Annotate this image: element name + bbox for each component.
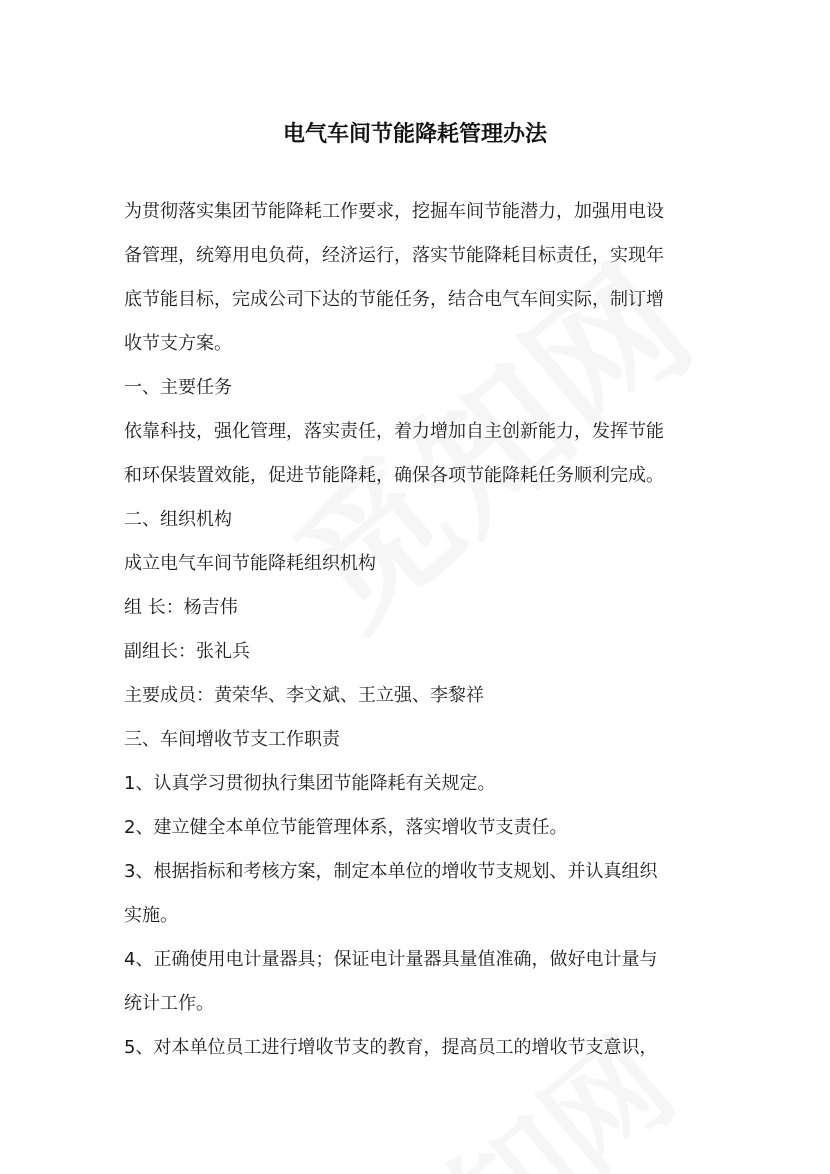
team-leader (124, 586, 714, 630)
paragraph-line: 3、根据指标和考核方案，制定本单位的增收节支规划、并认真组织 (124, 861, 658, 882)
paragraph-line: 1、认真学习贯彻执行集团节能降耗有关规定。 (124, 773, 496, 794)
paragraph-line: 组 长：杨吉伟 (124, 597, 238, 618)
paragraph-line: 依靠科技，强化管理，落实责任，着力增加自主创新能力，发挥节能 (124, 421, 664, 442)
paragraph-line: 为贯彻落实集团节能降耗工作要求，挖掘车间节能潜力，加强用电设 (124, 201, 664, 222)
organization-intro (124, 542, 714, 586)
paragraph-line: 统计工作。 (124, 993, 214, 1014)
document-body (124, 190, 714, 1070)
duty-item-5 (124, 1026, 714, 1070)
duty-item-1 (124, 762, 714, 806)
document-title: 电气车间节能降耗管理办法 (282, 122, 547, 147)
paragraph-line: 底节能目标，完成公司下达的节能任务，结合电气车间实际，制订增 (124, 289, 664, 310)
section-heading-main-tasks (124, 366, 714, 410)
section-heading: 二、组织机构 (124, 509, 232, 530)
intro-paragraph (124, 190, 714, 366)
paragraph-line: 备管理，统筹用电负荷，经济运行，落实节能降耗目标责任，实现年 (124, 245, 664, 266)
paragraph-line: 副组长：张礼兵 (124, 641, 250, 662)
paragraph-line: 实施。 (124, 905, 178, 926)
paragraph-line: 4、正确使用电计量器具；保证电计量器具量值准确，做好电计量与 (124, 949, 658, 970)
duty-item-3 (124, 850, 714, 938)
section-heading-duties (124, 718, 714, 762)
main-members (124, 674, 714, 718)
paragraph-line: 5、对本单位员工进行增收节支的教育，提高员工的增收节支意识， (124, 1037, 658, 1058)
duty-item-4 (124, 938, 714, 1026)
section-heading: 三、车间增收节支工作职责 (124, 729, 340, 750)
paragraph-line: 成立电气车间节能降耗组织机构 (124, 553, 376, 574)
paragraph-line: 收节支方案。 (124, 333, 232, 354)
paragraph-line: 2、建立健全本单位节能管理体系，落实增收节支责任。 (124, 817, 568, 838)
paragraph-line: 和环保装置效能，促进节能降耗，确保各项节能降耗任务顺利完成。 (124, 465, 664, 486)
paragraph-line: 主要成员：黄荣华、李文斌、王立强、李黎祥 (124, 685, 484, 706)
section-heading-organization (124, 498, 714, 542)
deputy-leader (124, 630, 714, 674)
main-tasks-paragraph (124, 410, 714, 498)
section-heading: 一、主要任务 (124, 377, 232, 398)
duty-item-2 (124, 806, 714, 850)
